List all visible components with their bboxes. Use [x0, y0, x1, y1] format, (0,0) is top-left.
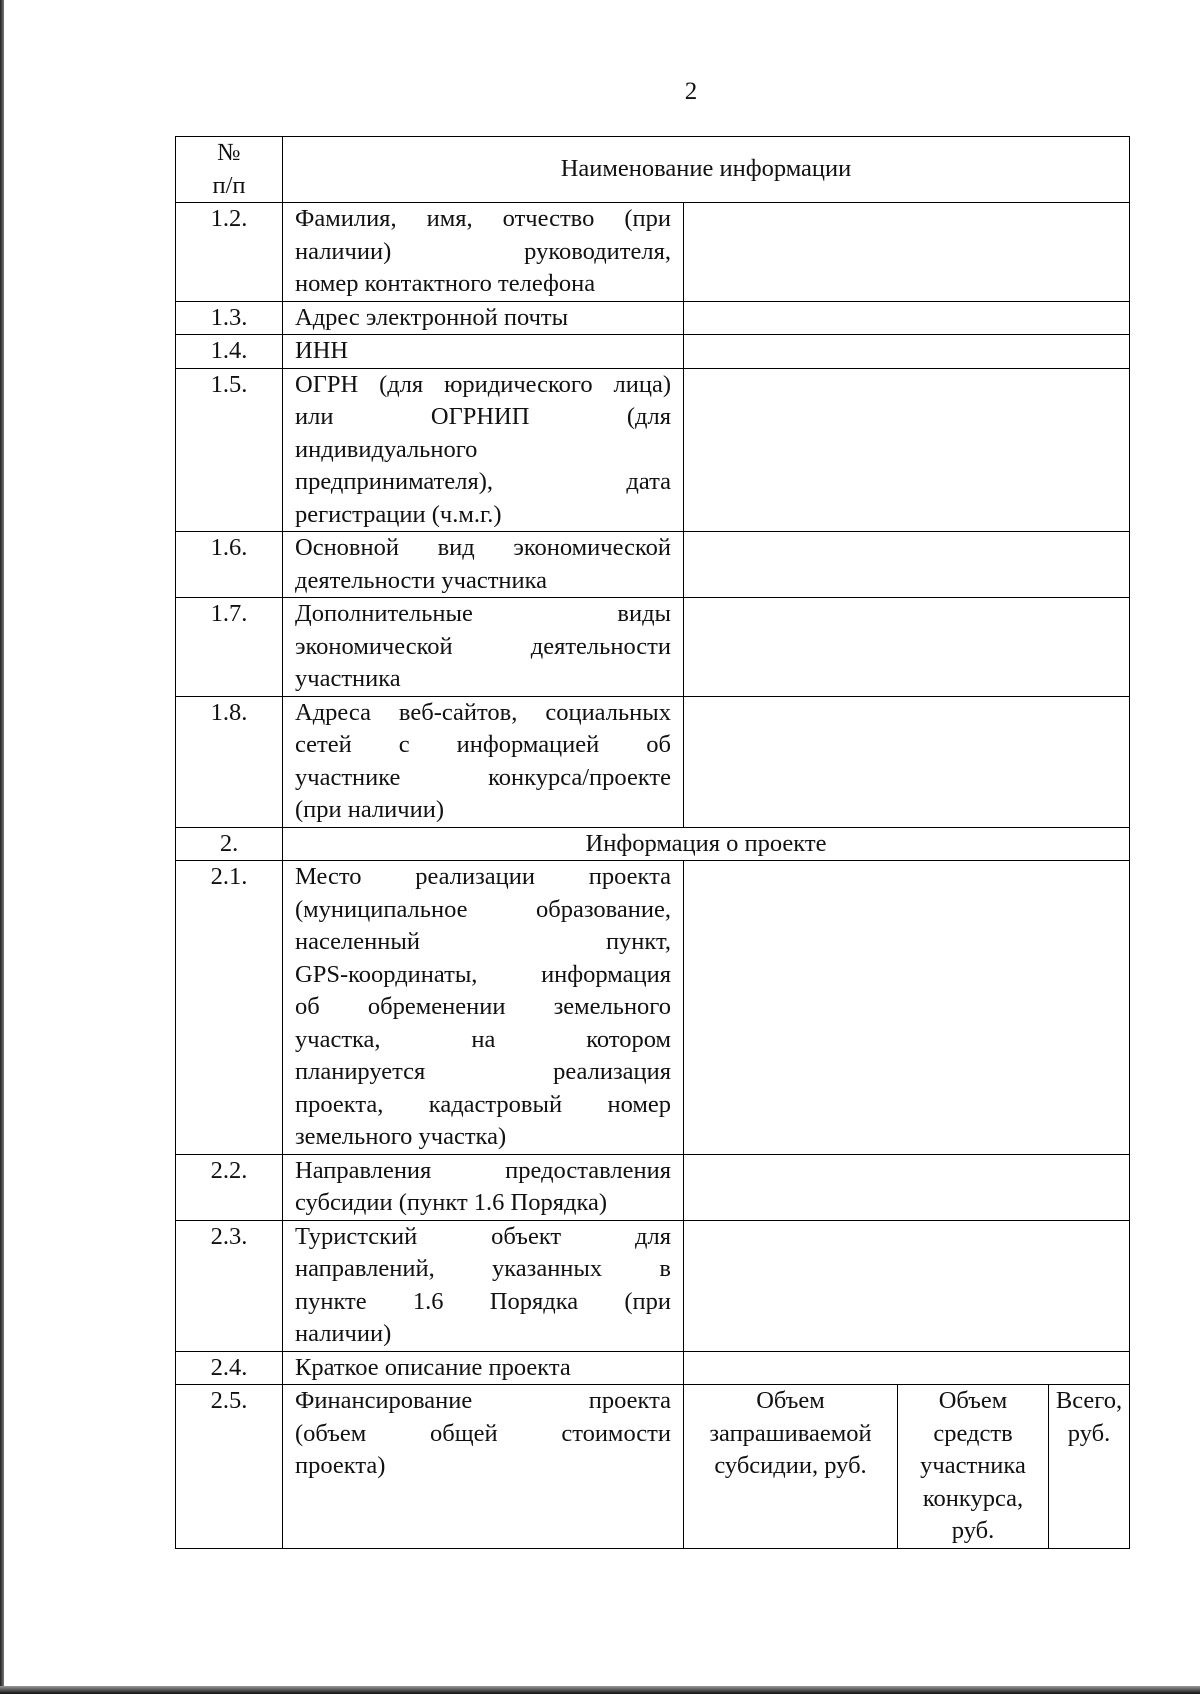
item-number: 1.3. [176, 301, 283, 335]
subsidy-amount-column[interactable] [684, 1385, 898, 1549]
value-field[interactable] [684, 696, 1130, 827]
number-sign-label: № [217, 139, 241, 166]
description-line: направлений, указанных в [295, 1255, 671, 1282]
description-line: пункте 1.6 Порядка (при [295, 1287, 671, 1315]
table-row [176, 1351, 1130, 1385]
total-amount-column[interactable] [1049, 1385, 1130, 1549]
description-line: ОГРН (для юридического лица) [295, 370, 671, 398]
description-line: Финансирование проекта [295, 1387, 671, 1414]
financing-row [176, 1385, 1130, 1549]
description-line: наличии) руководителя, [295, 237, 671, 265]
description-line: наличии) [295, 1320, 392, 1347]
item-number: 2.4. [176, 1351, 283, 1385]
description-line: деятельности участника [295, 566, 548, 594]
table-row [176, 1220, 1130, 1351]
table-header-row [176, 137, 1130, 203]
description-line: Туристский объект для [295, 1222, 671, 1250]
value-field[interactable] [684, 861, 1130, 1155]
description-line: индивидуального [295, 435, 478, 463]
value-field[interactable] [684, 532, 1130, 598]
item-number: 1.4. [176, 335, 283, 369]
description-line: Дополнительные виды [295, 600, 671, 627]
value-field[interactable] [684, 335, 1130, 369]
description-line: Фамилия, имя, отчество (при [295, 205, 671, 232]
section-number: 2. [176, 827, 283, 861]
description-line: населенный пункт, [295, 928, 671, 955]
item-description [283, 1220, 684, 1351]
item-number: 2.5. [176, 1385, 283, 1549]
description-line: Основной вид экономической [295, 534, 671, 561]
table-row [176, 301, 1130, 335]
description-line: (объем общей стоимости [295, 1419, 671, 1447]
item-description [283, 696, 684, 827]
description-line: земельного участка) [295, 1123, 507, 1150]
description-line: Адреса веб-сайтов, социальных [295, 698, 671, 726]
item-number-label: п/п [212, 171, 246, 199]
description-line: сетей с информацией об [295, 731, 671, 758]
column-label-line: Объем [938, 1387, 1008, 1414]
item-description [283, 203, 684, 302]
table-row [176, 1154, 1130, 1220]
table-row [176, 203, 1130, 302]
section-header-row [176, 827, 1130, 861]
item-number: 1.5. [176, 368, 283, 532]
item-number: 1.7. [176, 598, 283, 697]
item-number: 2.2. [176, 1154, 283, 1220]
value-field[interactable] [684, 301, 1130, 335]
description-line: субсидии (пункт 1.6 Порядка) [295, 1189, 608, 1216]
table-row [176, 861, 1130, 1155]
description-line: участка, на котором [295, 1025, 671, 1053]
item-description [283, 368, 684, 532]
value-field[interactable] [684, 1220, 1130, 1351]
value-field[interactable] [684, 598, 1130, 697]
item-number: 1.2. [176, 203, 283, 302]
column-label-line: руб. [1067, 1419, 1111, 1447]
value-field[interactable] [684, 1351, 1130, 1385]
column-label-line: руб. [951, 1517, 995, 1544]
description-line: Место реализации проекта [295, 863, 671, 890]
item-description [283, 598, 684, 697]
description-line: ИНН [295, 337, 349, 364]
column-label-line: средств [933, 1419, 1013, 1447]
description-line: номер контактного телефона [295, 270, 596, 297]
item-number: 2.3. [176, 1220, 283, 1351]
information-name-header: Наименование информации [283, 137, 1130, 203]
item-number: 1.8. [176, 696, 283, 827]
description-line: регистрации (ч.м.г.) [295, 500, 502, 528]
scan-edge-left [0, 0, 4, 1694]
participant-funds-column[interactable] [898, 1385, 1049, 1549]
description-line: (при наличии) [295, 796, 444, 823]
value-field[interactable] [684, 368, 1130, 532]
description-line: планируется реализация [295, 1058, 671, 1085]
value-field[interactable] [684, 203, 1130, 302]
table-row [176, 335, 1130, 369]
table-row [176, 368, 1130, 532]
description-line: участника [295, 665, 401, 692]
scan-edge-bottom [0, 1686, 1200, 1694]
item-description [283, 1385, 684, 1549]
description-line: предпринимателя), дата [295, 468, 671, 495]
item-description [283, 301, 684, 335]
column-label-line: Объем [756, 1387, 825, 1414]
item-description [283, 1154, 684, 1220]
table-row [176, 598, 1130, 697]
item-description [283, 861, 684, 1155]
description-line: участнике конкурса/проекте [295, 763, 671, 791]
table-row [176, 696, 1130, 827]
description-line: (муниципальное образование, [295, 895, 671, 923]
page-number: 2 [684, 78, 698, 105]
description-line: экономической деятельности [295, 632, 671, 660]
section-title: Информация о проекте [283, 827, 1130, 861]
item-description [283, 335, 684, 369]
item-description [283, 532, 684, 598]
description-line: проекта, кадастровый номер [295, 1090, 671, 1118]
number-column-header [176, 137, 283, 203]
value-field[interactable] [684, 1154, 1130, 1220]
column-label-line: Всего, [1055, 1387, 1123, 1414]
description-line: Краткое описание проекта [295, 1353, 571, 1381]
description-line: об обременении земельного [295, 993, 671, 1020]
description-line: Направления предоставления [295, 1156, 671, 1184]
column-label-line: участника [920, 1452, 1026, 1479]
column-label-line: запрашиваемой [709, 1419, 872, 1447]
application-form-table [175, 136, 1130, 1549]
description-line: Адрес электронной почты [295, 303, 569, 331]
item-number: 2.1. [176, 861, 283, 1155]
column-label-line: конкурса, [922, 1484, 1024, 1512]
description-line: проекта) [295, 1452, 386, 1479]
table-row [176, 532, 1130, 598]
item-number: 1.6. [176, 532, 283, 598]
item-description [283, 1351, 684, 1385]
column-label-line: субсидии, руб. [714, 1452, 867, 1479]
description-line: GPS-координаты, информация [295, 960, 671, 988]
description-line: или ОГРНИП (для [295, 403, 671, 430]
